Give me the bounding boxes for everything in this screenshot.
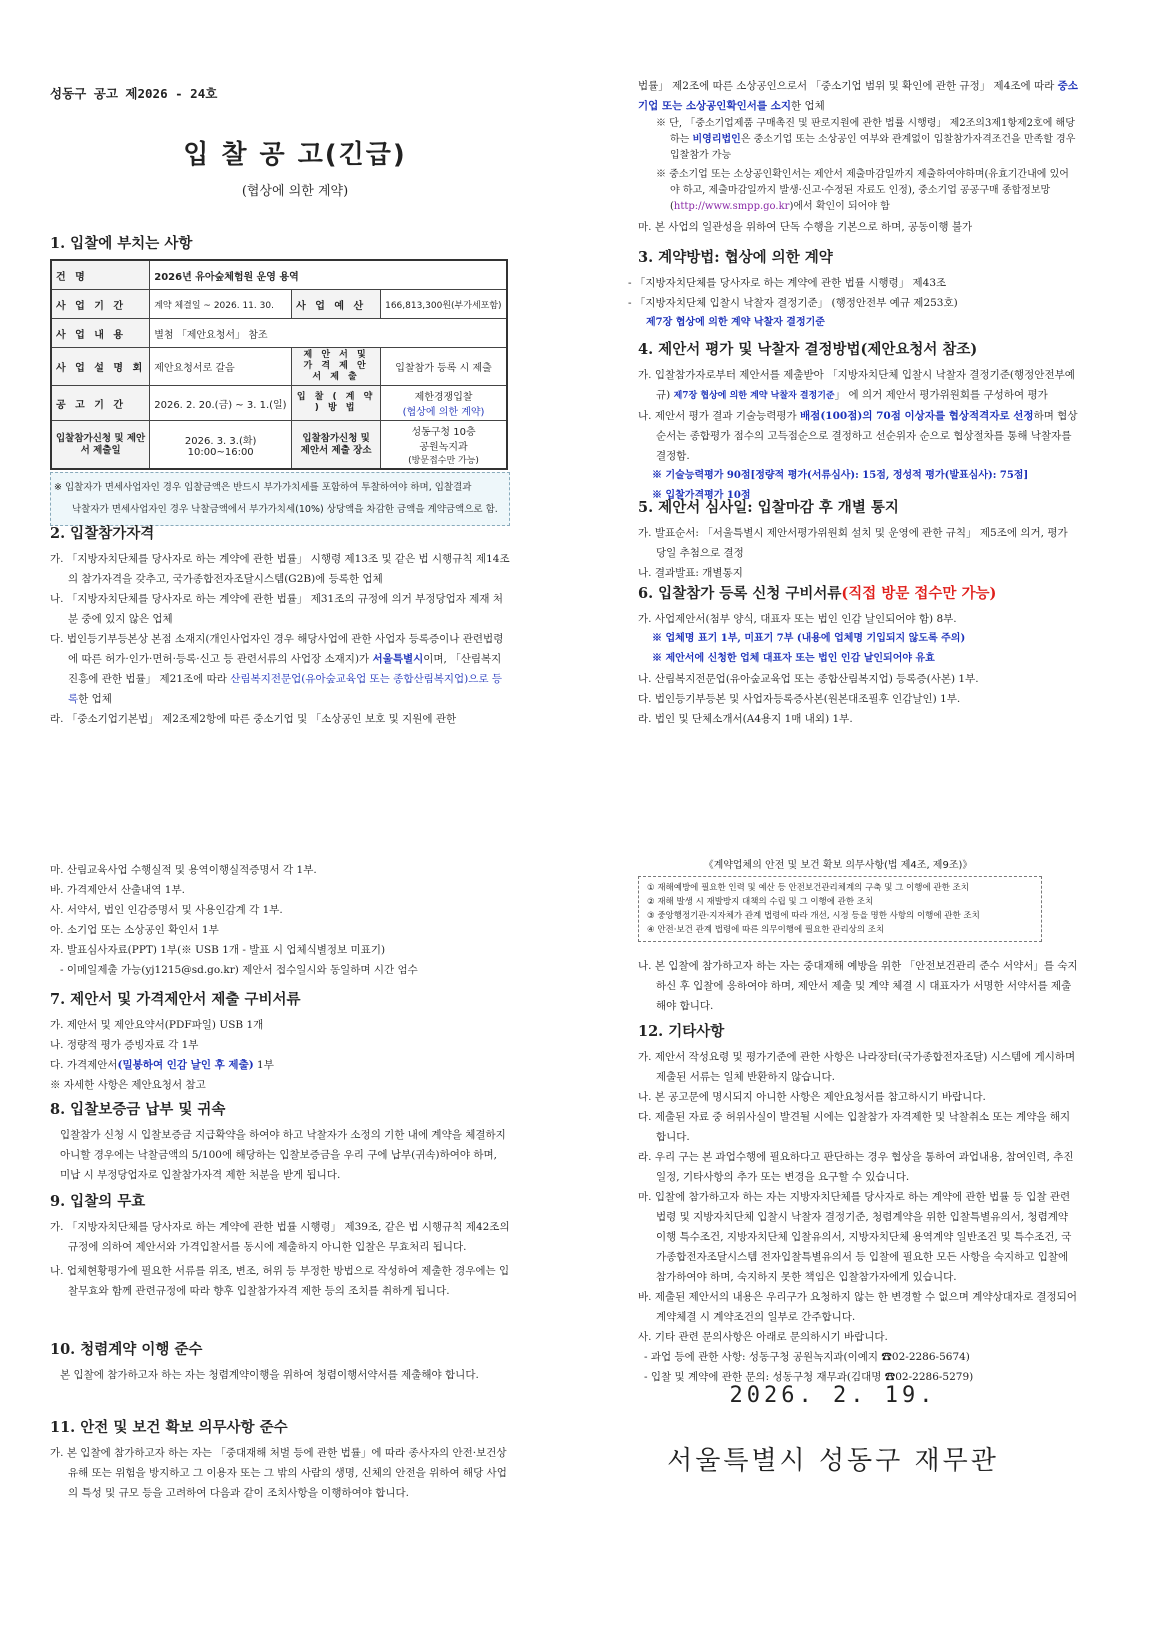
section-12-heading: 12. 기타사항 <box>638 1023 725 1040</box>
list-item: 라. 「중소기업기본법」 제2조제2항에 따른 중소기업 및 「소상공인 보호 및 지원에 관한 <box>50 713 457 725</box>
list-item <box>638 76 1078 116</box>
list-item: 가. 사업제안서(첨부 양식, 대표자 또는 법인 인감 날인되어야 함) 8부. <box>638 613 957 625</box>
list-item: 나. 업체현황평가에 필요한 서류를 위조, 변조, 허위 등 부정한 방법으로 작성하여 제출한 경우에는 입찰무효와 함께 관련규정에 따라 향후 입찰참가자격 제한 등의 조치를 취하게 됩니다. <box>50 1265 510 1297</box>
safety-duty-item: ① 재해예방에 필요한 인력 및 예산 등 안전보건관리체계의 구축 및 그 이행에 관한 조치 <box>647 883 969 893</box>
item-text: 나. 제안서 평가 결과 기술능력평가 <box>638 410 801 422</box>
section-6-heading <box>638 582 1078 603</box>
list-item: 다. 제출된 자료 중 허위사실이 발견될 시에는 입찰참가 자격제한 및 낙찰취소 또는 계약을 해지합니다. <box>638 1111 1071 1143</box>
row-label: 사 업 설 명 회 <box>51 348 150 386</box>
item-highlight: 서울특별시 <box>372 653 424 665</box>
notice-date: 2026. 2. 19. <box>729 1383 937 1408</box>
list-item: - 입찰 및 계약에 관한 문의: 성동구청 재무과(김대명 ☎02-2286-5279) <box>644 1371 974 1383</box>
item-highlight: 비영리법인 <box>692 134 741 145</box>
vat-note <box>50 472 510 526</box>
row-label: 공 고 기 간 <box>51 386 150 421</box>
row-label: 입찰참가신청 및 제안서 제출일 <box>51 421 150 470</box>
list-item: ※ 자세한 사항은 제안요청서 참고 <box>50 1079 206 1091</box>
section-2-heading: 2. 입찰참가자격 <box>50 525 155 542</box>
list-item: 바. 제출된 제안서의 내용은 우리구가 요청하지 않는 한 변경할 수 없으며 계약상대자로 결정되어 계약체결 시 계약조건의 일부로 간주합니다. <box>638 1291 1077 1323</box>
page-bottom <box>0 826 1168 1652</box>
reg-date: 2026. 3. 3.(화) <box>184 435 257 447</box>
list-item: 사. 기타 관련 문의사항은 아래로 문의하시기 바랍니다. <box>638 1331 888 1343</box>
item-text: ※ 단, 「중소기업제품 구매촉진 및 판로지원에 관한 법률 시행령」 제2조의3제1항제2호에 해당하는 <box>656 118 1075 145</box>
item-text: 법률」 제2조에 따른 소상공인으로서 「중소기업 범위 및 확인에 관한 규정」 제4조에 따라 <box>638 80 1058 92</box>
list-item: ※ 업체명 표기 1부, 미표기 7부 (내용에 업체명 기입되지 않도록 주의) <box>652 633 966 644</box>
row-label: 입 찰 ( 계 약 ) 방 법 <box>292 386 381 421</box>
section-2 <box>50 522 510 729</box>
list-item: - 이메일제출 가능(yj1215@sd.go.kr) 제안서 접수일시와 동일하며 시간 엄수 <box>60 964 418 976</box>
list-item: - 과업 등에 관한 사항: 성동구청 공원녹지과(이예지 ☎02-2286-5674) <box>644 1351 970 1363</box>
list-item: 나. 정량적 평가 증빙자료 각 1부 <box>50 1039 199 1051</box>
list-item: 사. 서약서, 법인 인감증명서 및 사용인감계 각 1부. <box>50 904 283 916</box>
section-11-heading: 11. 안전 및 보건 확보 의무사항 준수 <box>50 1419 288 1436</box>
list-item: ※ 제안서에 신청한 업체 대표자 또는 법인 인감 날인되어야 유효 <box>652 653 935 664</box>
list-item <box>638 167 1078 215</box>
list-item <box>50 1055 510 1075</box>
safety-duties-box <box>638 876 1042 942</box>
signer: 서울특별시 성동구 재무관 <box>667 1446 999 1476</box>
item-text: 1부 <box>253 1059 274 1071</box>
place-line: 성동구청 10층 <box>411 427 476 438</box>
bid-info-table <box>50 259 508 470</box>
section-12 <box>638 1020 1078 1387</box>
heading-text: 6. 입찰참가 등록 신청 구비서류 <box>638 585 842 602</box>
list-item: 나. 산림복지전문업(유아숲교육업 또는 종합산림복지업) 등록증(사본) 1부. <box>638 673 979 685</box>
section-4-heading: 4. 제안서 평가 및 낙찰자 결정방법(제안요청서 참조) <box>638 341 978 358</box>
table-row <box>51 290 507 319</box>
list-item <box>50 629 510 709</box>
list-item: 다. 법인등기부등본 및 사업자등록증사본(원본대조필후 인감날인) 1부. <box>638 693 961 705</box>
list-item: 가. 제안서 작성요령 및 평가기준에 관한 사항은 나라장터(국가종합전자조달) 시스템에 게시하며 제출된 서류는 일체 반환하지 않습니다. <box>638 1051 1076 1083</box>
list-item <box>638 116 1078 164</box>
item-text: 가. 입찰참가자로부터 제안서를 제출받아 「지방자치단체 입찰시 낙찰자 결정기준(행정안전부예규) <box>638 369 1075 401</box>
section-5-heading: 5. 제안서 심사일: 입찰마감 후 개별 통지 <box>638 499 899 516</box>
row-label: 사 업 기 간 <box>51 290 150 319</box>
list-item: 나. 결과발표: 개별통지 <box>638 567 743 579</box>
document-subtitle: (협상에 의한 계약) <box>241 184 349 199</box>
vat-note-line: ※ 입찰자가 면세사업자인 경우 입찰금액은 반드시 부가가치세를 포함하여 투찰하여야 하며, 입찰결과 <box>54 482 472 493</box>
section-7-heading: 7. 제안서 및 가격제안서 제출 구비서류 <box>50 991 301 1008</box>
section-10-heading: 10. 청렴계약 이행 준수 <box>50 1341 203 1358</box>
list-item: 가. 「지방자치단체를 당사자로 하는 계약에 관한 법률」 시행령 제13조 및 같은 법 시행규칙 제14조의 참가자격을 갖추고, 국가종합전자조달시스템(G2B)에 등록한 업체 <box>50 553 510 585</box>
item-highlight: 제7장 협상에 의한 계약 낙찰자 결정기준 <box>673 391 835 401</box>
section-8-body: 입찰참가 신청 시 입찰보증금 지급확약을 하여야 하고 낙찰자가 소정의 기한 내에 계약을 체결하지 아니할 경우에는 낙찰금액의 5/100에 해당하는 입찰보증금을 우리 구에 납부(귀속)하여야 하며, 미납 시 부정당업자로 입찰참가자격 제한 처분을 받게 됩니다. <box>60 1129 506 1181</box>
vat-note-line: 낙찰자가 면세사업자인 경우 낙찰금액에서 부가가치세(10%) 상당액을 차감한 금액을 계약금액으로 함. <box>72 504 498 515</box>
method-value: 제한경쟁입찰 <box>414 392 473 403</box>
place-line: 공원녹지과 <box>419 442 468 453</box>
row-label: 입찰참가신청 및 제안서 제출 장소 <box>292 421 381 470</box>
row-value: 입찰참가 등록 시 제출 <box>381 348 507 386</box>
section-9-heading: 9. 입찰의 무효 <box>50 1193 146 1210</box>
item-text: 하며 협상순서는 종합평가 점수의 고득점순으로 결정하고 선순위자 순으로 협상절차를 통해 낙찰자를 결정함. <box>656 410 1078 462</box>
row-value: 2026. 2. 20.(금) ~ 3. 1.(일) <box>150 386 292 421</box>
row-value: 별첨 「제안요청서」 참조 <box>150 319 507 348</box>
table-row <box>51 421 507 470</box>
list-item: 마. 본 사업의 일관성을 위하여 단독 수행을 기본으로 하며, 공동이행 불가 <box>638 221 973 233</box>
section-4 <box>638 338 1078 506</box>
list-item: 나. 본 입찰에 참가하고자 하는 자는 중대재해 예방을 위한 「안전보건관리 준수 서약서」를 숙지하신 후 입찰에 응하여야 하며, 제안서 제출 및 계약 체결 시 대표자가 서명한 서약서를 제출해야 합니다. <box>638 960 1078 1012</box>
row-value <box>381 386 507 421</box>
list-item <box>638 365 1078 406</box>
item-highlight: 산림복지전문업(유아숲교육업 또는 종합산림복지업)으로 등록 <box>68 673 503 705</box>
item-text: 은 중소기업 또는 소상공인 여부와 관계없이 입찰참가자격조건을 만족할 경우 입찰참가 가능 <box>670 134 1076 161</box>
table-row <box>51 260 507 290</box>
safety-duty-item: ② 재해 발생 시 재발방지 대책의 수립 및 그 이행에 관한 조치 <box>647 897 874 907</box>
row-value <box>150 421 292 470</box>
item-highlight: 중소기업 또는 소상공인확인서를 소지 <box>638 80 1078 112</box>
section-9 <box>50 1190 510 1301</box>
row-label: 사 업 내 용 <box>51 319 150 348</box>
list-item: 나. 본 공고문에 명시되지 아니한 사항은 제안요청서를 참고하시기 바랍니다. <box>638 1091 986 1103</box>
row-label: 사 업 예 산 <box>292 290 381 319</box>
table-row <box>51 319 507 348</box>
item-highlight: 배점(100점)의 70점 이상자를 협상적격자로 선정 <box>800 410 1034 422</box>
table-row <box>51 386 507 421</box>
list-item: - 「지방자치단체를 당사자로 하는 계약에 관한 법률 시행령」 제43조 <box>628 277 947 289</box>
section-10-body: 본 입찰에 참가하고자 하는 자는 청렴계약이행을 위하여 청렴이행서약서를 제출해야 합니다. <box>60 1369 479 1381</box>
reg-time: 10:00~16:00 <box>187 446 254 458</box>
heading-highlight: (직접 방문 접수만 가능) <box>841 585 997 602</box>
document-title: 입 찰 공 고(긴급) <box>183 140 407 170</box>
list-item: 자. 발표심사자료(PPT) 1부(※ USB 1개 - 발표 시 업체식별정보 미표기) <box>50 944 386 956</box>
table-row <box>51 348 507 386</box>
section-11-continued <box>638 956 1078 1016</box>
row-value: 166,813,300원(부가세포함) <box>381 290 507 319</box>
list-item: - 「지방자치단체 입찰시 낙찰자 결정기준」 (행정안전부 예규 제253호) <box>628 297 958 309</box>
section-3 <box>628 246 1078 333</box>
row-label: 제 안 서 및 가 격 제 안 서 제 출 <box>292 348 381 386</box>
list-item: 라. 우리 구는 본 과업수행에 필요하다고 판단하는 경우 협상을 통하여 과업내용, 참여인력, 추진일정, 기타사항의 추가 또는 변경을 요구할 수 있습니다. <box>638 1151 1074 1183</box>
list-item: 가. 본 입찰에 참가하고자 하는 자는 「중대재해 처벌 등에 관한 법률」에 따라 종사자의 안전·보건상 유해 또는 위험을 방지하고 그 이용자 또는 그 밖의 사람의 생명, 신체의 안전을 위하여 해당 사업의 특성 및 규모 등을 고려하여 다음과 같이 조치사항을 이행하여야 합니다. <box>50 1447 507 1499</box>
list-item: 라. 법인 및 단체소개서(A4용지 1매 내외) 1부. <box>638 713 853 725</box>
list-item: 마. 산림교육사업 수행실적 및 용역이행실적증명서 각 1부. <box>50 864 317 876</box>
section-1-heading: 1. 입찰에 부치는 사항 <box>50 235 193 252</box>
list-item: 가. 「지방자치단체를 당사자로 하는 계약에 관한 법률 시행령」 제39조, 같은 법 시행규칙 제42조의 규정에 의하여 제안서와 가격입찰서를 동시에 제출하지 아니한 입찰은 무효처리 됩니다. <box>50 1221 510 1253</box>
item-text: 이며, 「산림복지 진흥에 관한 법률」 제21조에 따라 <box>68 653 502 685</box>
method-value-note: (협상에 의한 계약) <box>402 407 485 418</box>
section-8 <box>50 1098 510 1185</box>
section-3-heading: 3. 계약방법: 협상에 의한 계약 <box>638 249 833 266</box>
list-item: 바. 가격제안서 산출내역 1부. <box>50 884 185 896</box>
section-2-continued <box>638 76 1078 237</box>
safety-box-title: 《계약업체의 안전 및 보건 확보 의무사항(법 제4조, 제9조)》 <box>703 860 973 871</box>
list-item: 가. 제안서 및 제안요약서(PDF파일) USB 1개 <box>50 1019 264 1031</box>
item-text: 다. 가격제안서 <box>50 1059 118 1071</box>
safety-duty-item: ④ 안전·보건 관계 법령에 따른 의무이행에 필요한 관리상의 조치 <box>647 925 885 935</box>
list-item: ※ 입찰가격평가 10점 <box>652 490 751 501</box>
list-item <box>638 406 1078 466</box>
section-6 <box>638 582 1078 729</box>
smpp-link[interactable]: http://www.smpp.go.kr <box>673 201 790 212</box>
section-5 <box>638 496 1078 583</box>
place-line: (방문접수만 가능) <box>408 456 479 466</box>
list-item: 마. 입찰에 참가하고자 하는 자는 지방자치단체를 당사자로 하는 계약에 관한 법률 등 입찰 관련 법령 및 지방자치단체 입찰시 낙찰자 결정기준, 청렴계약을 위한 입찰특별유의서, 청렴계약이행 특수조건, 지방자치단체 입찰유의서, 지방자치단체 용역계약 일반조건 및 특수조건, 국가종합전자조달시스템 전자입찰특별유의서 등 입찰에 필요한 모든 사항을 숙지하고 입찰에 참가하여야 하며, 숙지하지 못한 책임은 입찰참가자에게 있습니다. <box>638 1191 1072 1283</box>
list-item: ※ 기술능력평가 90점[정량적 평가(서류심사): 15점, 정성적 평가(발표심사): 75점] <box>652 470 1029 481</box>
item-text: 한 업체 <box>78 693 112 705</box>
list-item: 아. 소기업 또는 소상공인 확인서 1부 <box>50 924 219 936</box>
item-text: )에서 확인이 되어야 함 <box>789 201 890 212</box>
section-6-continued <box>50 860 510 980</box>
item-text: 」 에 의거 제안서 평가위원회를 구성하여 평가 <box>834 389 1048 401</box>
section-11 <box>50 1416 510 1503</box>
row-label: 건 명 <box>51 260 150 290</box>
section-10 <box>50 1338 510 1385</box>
list-item: 나. 「지방자치단체를 당사자로 하는 계약에 관한 법률」 제31조의 규정에 의거 부정당업자 제재 처분 중에 있지 않은 업체 <box>50 593 504 625</box>
row-value: 계약 체결일 ~ 2026. 11. 30. <box>150 290 292 319</box>
row-value <box>381 421 507 470</box>
row-value: 제안요청서로 갈음 <box>150 348 292 386</box>
section-1 <box>50 232 540 470</box>
item-highlight: (밀봉하여 인감 날인 후 제출) <box>117 1059 254 1071</box>
list-item: 제7장 협상에 의한 계약 낙찰자 결정기준 <box>646 317 825 328</box>
row-value: 2026년 유아숲체험원 운영 용역 <box>150 260 507 290</box>
safety-duty-item: ③ 중앙행정기관·지자체가 관계 법령에 따라 개선, 시정 등을 명한 사항의 이행에 관한 조치 <box>647 911 980 921</box>
item-text: 다. 법인등기부등본상 본점 소재지(개인사업자인 경우 해당사업에 관한 사업자 등록증이나 관련법령에 따른 허가·인가·면허·등록·신고 등 관련서류의 사업장 소재지)가 <box>50 633 504 665</box>
item-text: ※ 중소기업 또는 소상공인확인서는 제안서 제출마감일까지 제출하여야하며(유효기간내에 있어야 하고, 제출마감일까지 발생·신고·수정된 자료도 인정), 중소기업 공공구매 종합정보망( <box>656 169 1069 212</box>
list-item: 가. 발표순서: 「서울특별시 제안서평가위원회 설치 및 운영에 관한 규칙」 제5조에 의거, 평가 당일 추첨으로 결정 <box>638 527 1068 559</box>
notice-number: 성동구 공고 제2026 - 24호 <box>50 86 218 101</box>
section-8-heading: 8. 입찰보증금 납부 및 귀속 <box>50 1101 226 1118</box>
section-7 <box>50 988 510 1095</box>
item-text: 한 업체 <box>790 100 825 112</box>
